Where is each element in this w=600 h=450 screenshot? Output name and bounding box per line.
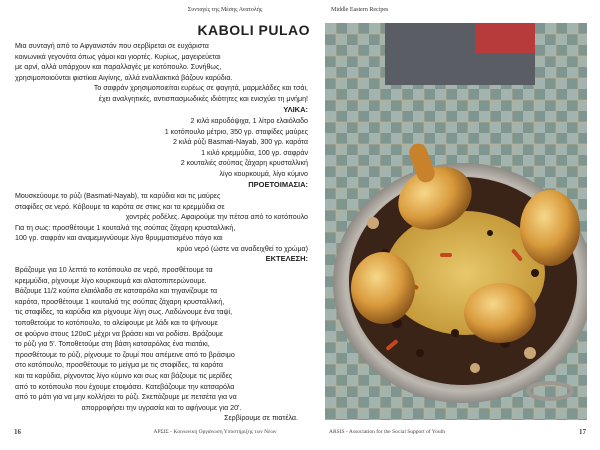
exec-line: Σερβίρουμε σε πιατέλα. (224, 414, 298, 423)
prep-line: κρύο νερό (ώστε να αναδειχθεί το χρώμα) (176, 244, 308, 253)
prep-line: Μουσκεύουμε το ρύζι (Basmati-Nayab), τα καρύδια και τις μαύρες (15, 192, 221, 200)
intro-line: Μια συνταγή από το Αφγανιστάν που σερβίρεται σε ευχάριστα (15, 42, 209, 50)
right-page (315, 0, 600, 450)
ingredient-item: 1 κιλό κρεμμύδια, 100 γρ. σαφράν (201, 148, 308, 157)
running-header: Middle Eastern Recipes (331, 7, 389, 13)
footer-organization: ΑΡΣΙΣ - Κοινωνική Οργάνωση Υποστήριξης των Νέων (153, 429, 277, 435)
exec-line: Βράζουμε για 10 λεπτά το κοτόπουλο σε νερό, προσθέτουμε τα (15, 266, 213, 274)
exec-heading: ΕΚΤΕΛΕΣΗ: (265, 254, 308, 263)
prep-line: Για τη σως: προσθέτουμε 1 κουταλιά της σούπας ζάχαρη κρυσταλλική, (15, 223, 236, 232)
exec-line: Βάζουμε 11/2 κούπα ελαιόλαδο σε κατσαρόλα και τηγανίζουμε τα (15, 287, 218, 296)
footer (0, 428, 315, 438)
kaboli-pulao-photo-icon (325, 23, 587, 420)
dish-photo (325, 23, 587, 420)
recipe-intro (15, 41, 308, 105)
intro-line: με αρνί, αλλά υπάρχουν και παραλλαγές με κοτόπουλο. Συνήθως, (15, 63, 222, 72)
ingredient-item: λίγο κουρκουμά, λίγο κύμινο (219, 169, 308, 178)
exec-line: από το κοτόπουλο που έχουμε ετοιμάσει. Κατεβάζουμε την κατσαρόλα (15, 382, 235, 391)
recipe-title: KABOLI PULAO (197, 22, 310, 38)
exec-line: και τα καρύδια, ρίχνοντας λίγο κύμινο και σως και βάζουμε τις μερίδες (15, 371, 233, 380)
page-number: 16 (14, 428, 21, 436)
exec-line: το ρύζι για 5'. Τοποθετούμε στη βάση κατσαρόλας ένα πιατάκι, (15, 340, 210, 349)
ingredient-item: 2 κιλά ρύζι Basmati-Nayab, 300 γρ. καρότα (172, 138, 308, 147)
exec-line: προσθέτουμε το ρύζι, ρίχνουμε το ζουμί που απέμεινε από το βράσιμο (15, 350, 235, 359)
exec-line: από το μάτι για να μην κολλήσει το ρύζι. Σκεπάζουμε με πετσέτα για να (15, 393, 237, 402)
footer-organization: ARSIS - Association for the Social Support of Youth (329, 429, 445, 435)
intro-line: Το σαφράν χρησιμοποιείται ευρέως σε φαγητά, μαρμελάδες και τσάι, (93, 84, 308, 93)
ingredients-heading: ΥΛΙΚΑ: (283, 105, 308, 114)
intro-line: έχει αναλγητικές, αντισπασμωδικές ιδιότητες και ενισχύει τη μνήμη! (98, 94, 308, 103)
ingredient-item: 2 κουταλιές σούπας ζάχαρη κρυσταλλική (180, 159, 308, 168)
exec-line: κρεμμύδια, ρίχνουμε λίγο κουρκουμά και αλατοπιπερώνουμε. (15, 276, 207, 285)
intro-line: κοινωνικά γεγονότα όπως γάμοι και γιορτές. Κυρίως, μαγειρεύεται (15, 52, 221, 61)
prep-text (15, 191, 308, 255)
page-number: 17 (579, 428, 586, 436)
ingredient-item: 1 κοτόπουλο μέτριο, 350 γρ. σταφίδες μαύρες (164, 127, 308, 136)
ingredient-item: 2 κιλά καρυδόψιχα, 1 λίτρο ελαιόλαδο (190, 117, 308, 125)
intro-line: χρησιμοποιούνται φιστίκια Αιγίνης, αλλά εναλλακτικά βάζουν καρύδια. (15, 73, 233, 82)
prep-line: σταφίδες σε νερό. Κόβουμε τα καρότα σε στικς και τα κρεμμύδια σε (15, 202, 225, 211)
exec-line: στο κοτόπουλο, προσθέτουμε το μείγμα με τις σταφίδες, τα καρότα (15, 361, 223, 370)
exec-line: τοποθετούμε το κοτόπουλο, το αλείφουμε με λάδι και το ψήνουμε (15, 318, 218, 327)
exec-line: απορροφήσει την υγρασία και το αφήνουμε για 20'. (81, 403, 242, 412)
running-header: Συνταγές της Μέσης Ανατολής (187, 7, 263, 13)
prep-heading: ΠΡΟΕΤΟΙΜΑΣΙΑ: (248, 180, 308, 189)
prep-line: 100 γρ. σαφράν και αναμεμιγνύουμε λίγο θρυμματισμένο πάγο και (15, 234, 223, 243)
footer (315, 428, 600, 438)
exec-text (15, 265, 308, 424)
exec-line: σε φούρνο στους 120oC μέχρι να βράσει και να ροδίσει. Βράζουμε (15, 329, 223, 338)
exec-line: καρότα, προσθέτουμε 1 κουταλιά της σούπας ζάχαρη κρυσταλλική, (15, 297, 225, 306)
exec-line: τις σταφίδες, τα καρύδια και ρίχνουμε λίγη σως. Λαδώνουμε ένα ταψί, (15, 308, 233, 317)
ingredients-list (120, 116, 308, 180)
prep-line: χοντρές ροδέλες. Αφαιρούμε την πέτσα από το κοτόπουλο (125, 213, 308, 222)
